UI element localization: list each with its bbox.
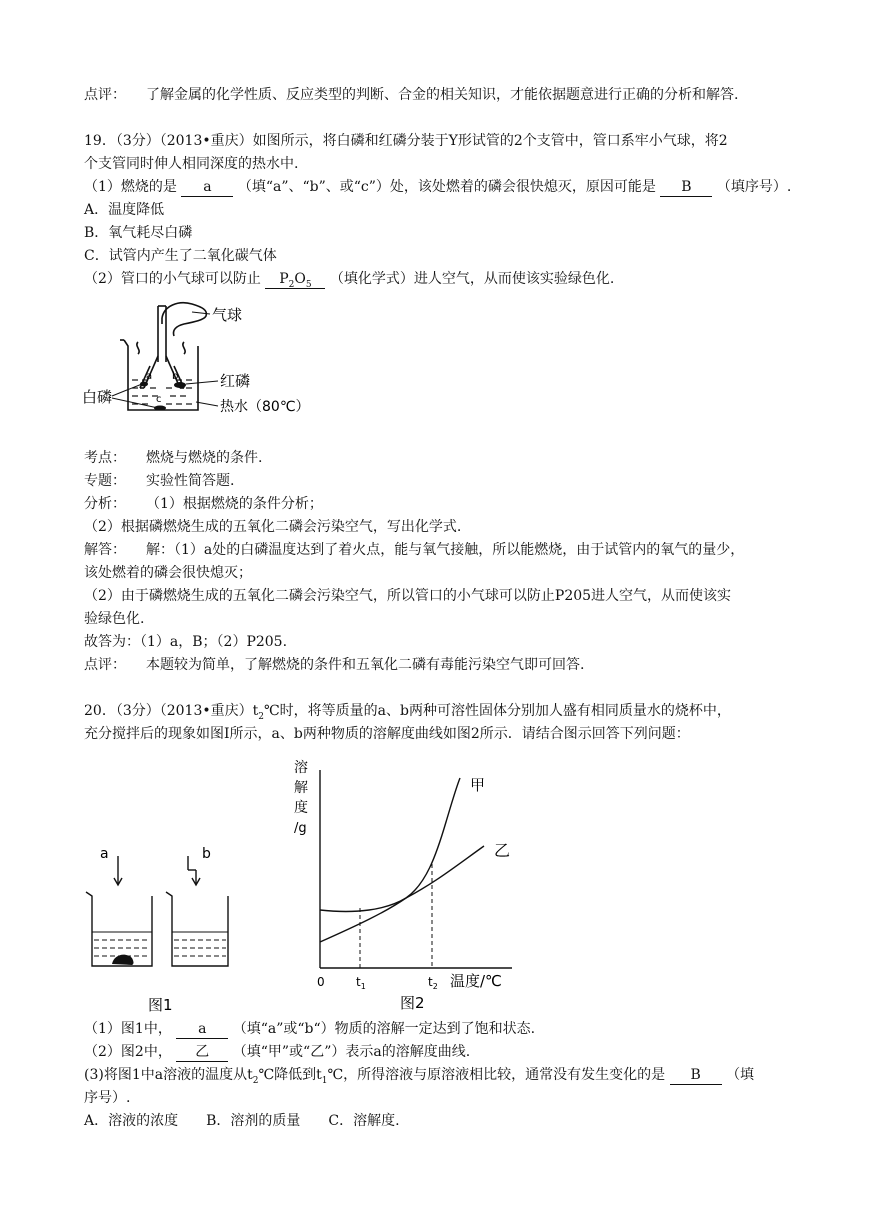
kaodian-label: 考点： <box>84 450 126 466</box>
q20-sub1-text-b: （填“a”或“b“）物质的溶解一定达到了饱和状态. <box>232 1021 536 1037</box>
q19-jieda-3: （2）由于磷燃烧生成的五氧化二磷会污染空气，所以管口的小气球可以防止P205进人空气，从而使该实 <box>84 588 732 604</box>
jieda-text-1: 解：（1）a处的白磷温度达到了着火点，能与氧气接触，所以能燃烧，由于试管内的氧气的量少， <box>146 542 745 558</box>
review-label: 点评： <box>84 87 126 103</box>
q19-part2-text-b: （填化学式）进人空气，从而使该实验绿色化. <box>329 271 615 287</box>
q19-zhuanti <box>84 470 234 492</box>
t1-label <box>356 975 366 991</box>
q19-answer-blank-1: a <box>181 179 233 197</box>
formula-sub-5: 5 <box>305 279 312 290</box>
q19-kaodian <box>84 447 262 469</box>
q19-answer: 故答为：（1）a，B；（2）P205. <box>84 634 288 650</box>
q19-answer-blank-3 <box>265 271 325 289</box>
t2-label <box>428 975 438 991</box>
red-phosphorus-label: 红磷 <box>220 372 251 390</box>
q19-part2 <box>84 268 614 290</box>
fig1-label-a: a <box>100 846 109 862</box>
q19-part1-text-a: （1）燃烧的是 <box>84 179 177 195</box>
review-line <box>84 84 738 106</box>
series-label-yi: 乙 <box>494 841 511 860</box>
q19-fenxi-2: （2）根据磷燃烧生成的五氧化二磷会污染空气，写出化学式. <box>84 519 462 535</box>
t2-letter: t <box>428 975 433 989</box>
q19-part2-text-a: （2）管口的小气球可以防止 <box>84 271 261 287</box>
q19-option-b: B．氧气耗尽白磷 <box>84 225 193 241</box>
fenxi-label: 分析： <box>84 496 126 512</box>
formula-sub-2: 2 <box>288 279 295 290</box>
xlabel: 温度/℃ <box>450 972 502 990</box>
q20-stem-line2: 充分搅拌后的现象如图I所示，a、b两种物质的溶解度曲线如图2所示．请结合图示回答下列问题： <box>84 726 690 742</box>
q19-apparatus-figure <box>80 296 320 426</box>
dianping-text: 本题较为简单，了解燃烧的条件和五氧化二磷有毒能污染空气即可回答. <box>146 657 585 673</box>
q19-jieda-4: 验绿色化. <box>84 611 145 627</box>
fig1-caption: 图1 <box>148 996 173 1014</box>
label-b: b <box>172 371 179 382</box>
q19-option-a: A．温度降低 <box>84 202 165 218</box>
q20-stem-sub: 2 <box>258 711 264 722</box>
q20-sub3-text-a: (3)将图1中a溶液的温度从t <box>84 1067 253 1083</box>
hot-water-label: 热水（80℃） <box>220 399 310 415</box>
q19-stem-line2: 个支管同时伸人相同深度的热水中. <box>84 156 299 172</box>
kaodian-text: 燃烧与燃烧的条件. <box>146 450 263 466</box>
q20-sub2-text-a: （2）图2中， <box>84 1044 172 1060</box>
white-phosphorus-label: 白磷 <box>82 388 113 406</box>
q19-answer-blank-2: B <box>660 179 712 197</box>
t1-letter: t <box>356 975 361 989</box>
q19-option-c: C．试管内产生了二氧化碳气体 <box>84 248 277 264</box>
q20-sub3-line2: 序号）. <box>84 1090 131 1106</box>
q19-stem-line1: 19．（3分）（2013•重庆）如图所示，将白磷和红磷分装于Y形试管的2个支管中，管口系牢小气球，将2 <box>84 133 728 149</box>
q19-part1 <box>84 176 791 198</box>
q20-answer-blank-3: B <box>670 1067 722 1085</box>
q19-fenxi <box>84 493 323 515</box>
label-c: c <box>156 394 162 405</box>
t1-sub: 1 <box>360 982 366 991</box>
q20-answer-blank-2: 乙 <box>176 1044 228 1062</box>
q20-sub1-text-a: （1）图1中， <box>84 1021 172 1037</box>
ylabel-4: /g <box>294 821 307 836</box>
curve-jia <box>320 778 460 912</box>
q20-sub3 <box>84 1064 754 1086</box>
series-label-jia: 甲 <box>470 776 486 794</box>
curve-yi <box>320 846 484 942</box>
q20-sub3-text-c: ℃，所得溶液与原溶液相比较，通常没有发生变化的是 <box>327 1067 666 1083</box>
t2-sub: 2 <box>432 982 438 991</box>
q20-sub3-sub-2: 1 <box>321 1075 328 1086</box>
q19-jieda <box>84 539 744 561</box>
fenxi-text-1: （1）根据燃烧的条件分析； <box>146 496 323 512</box>
q20-stem-text-b: ℃时，将等质量的a、b两种可溶性固体分别加人盛有相同质量水的烧杯中， <box>263 703 731 719</box>
q19-part1-text-b: （填“a”、“b”、或“c”）处，该处燃着的磷会很快熄灭，原因可能是 <box>237 179 656 195</box>
balloon-label: 气球 <box>212 306 243 324</box>
q20-sub3-text-d: （填 <box>726 1067 755 1083</box>
q20-stem-text-a: 20．（3分）（2013•重庆）t <box>84 703 259 719</box>
origin-label: 0 <box>317 975 325 989</box>
fig2-caption: 图2 <box>400 994 425 1012</box>
q20-options: A．溶液的浓度 B．溶剂的质量 C．溶解度. <box>84 1113 400 1129</box>
q19-dianping <box>84 654 584 676</box>
zhuanti-label: 专题： <box>84 473 126 489</box>
label-a: a <box>146 371 153 382</box>
ylabel-1: 溶 <box>294 760 308 776</box>
zhuanti-text: 实验性简答题. <box>146 473 235 489</box>
jieda-label: 解答： <box>84 542 126 558</box>
review-text: 了解金属的化学性质、反应类型的判断、合金的相关知识，才能依据题意进行正确的分析和解答. <box>146 87 739 103</box>
ylabel-3: 度 <box>294 800 308 816</box>
q20-solubility-chart <box>286 752 536 1020</box>
ylabel-2: 解 <box>294 780 308 796</box>
q20-sub3-text-b: ℃降低到t <box>258 1067 322 1083</box>
formula-o: O <box>294 271 306 287</box>
dianping-label: 点评： <box>84 657 126 673</box>
q20-sub2-text-b: （填“甲”或“乙”）表示a的溶解度曲线. <box>232 1044 471 1060</box>
q20-sub1 <box>84 1018 535 1040</box>
red-phosphorus-blob <box>174 382 186 388</box>
q19-part1-text-c: （填序号）. <box>716 179 792 195</box>
q20-answer-blank-1: a <box>176 1021 228 1039</box>
q20-figure-1 <box>78 838 248 1018</box>
fig1-label-b: b <box>202 846 211 862</box>
q20-sub3-sub-1: 2 <box>252 1075 259 1086</box>
formula-p: P <box>279 271 289 287</box>
q20-sub2 <box>84 1041 470 1063</box>
q20-stem-line1 <box>84 700 731 722</box>
q19-jieda-2: 该处燃着的磷会很快熄灭； <box>84 565 252 581</box>
